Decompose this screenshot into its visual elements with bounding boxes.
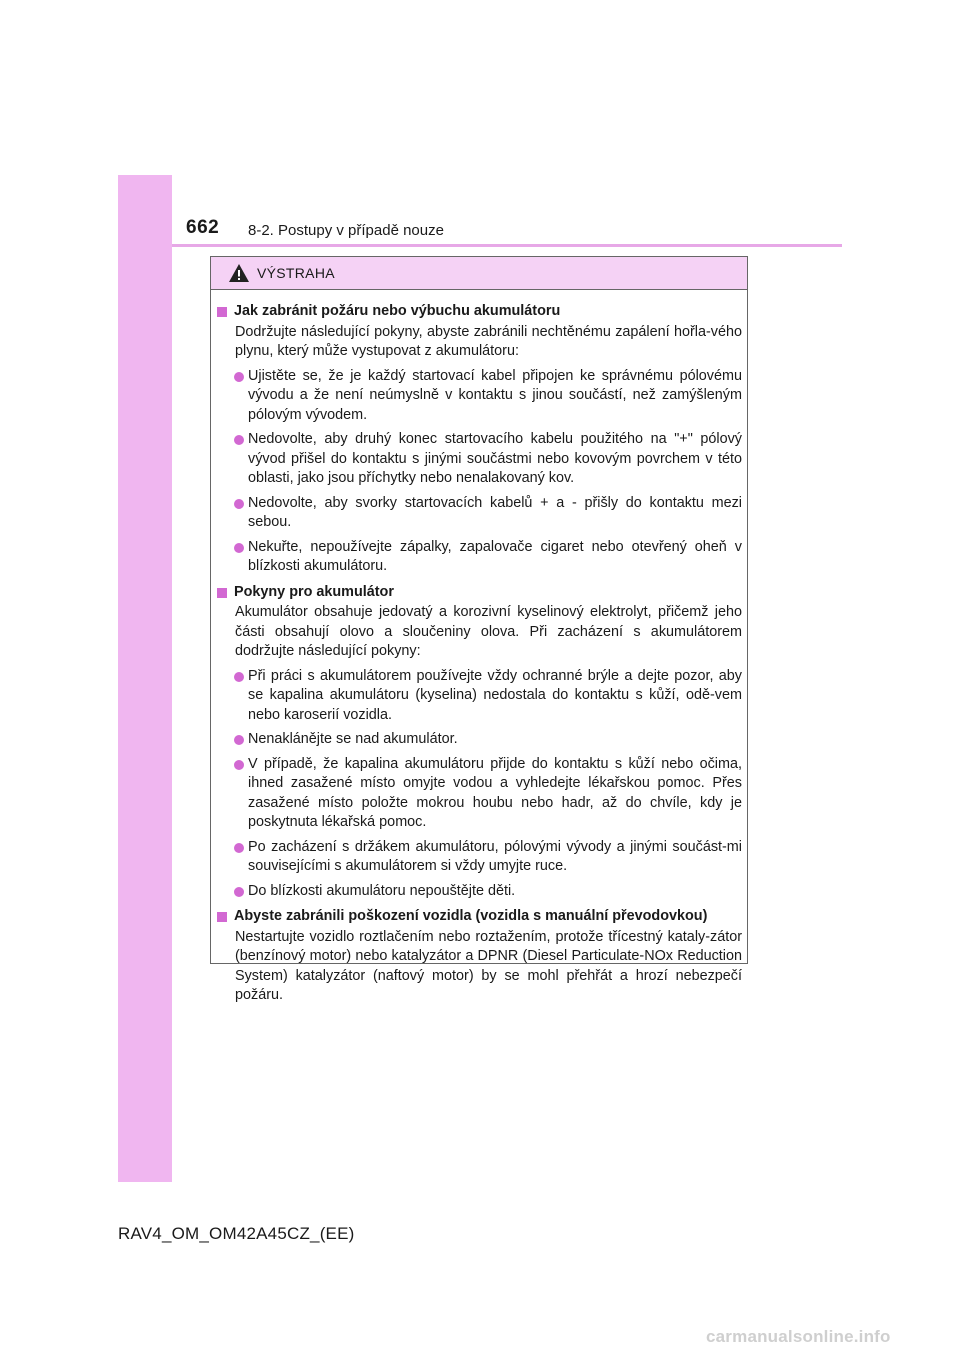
bullet-text: Nekuřte, nepoužívejte zápalky, zapalovače cigaret nebo otevřený oheň v blízkosti akumulátoru.	[248, 538, 742, 574]
bullet-item	[217, 882, 742, 902]
bullet-item	[217, 538, 742, 577]
bullet-text: Po zacházení s držákem akumulátoru, pólovými vývody a jinými součást-mi souvisejícími s akumulátorem si vždy umyjte ruce.	[248, 838, 742, 874]
section-paragraph: Akumulátor obsahuje jedovatý a korozivní kyselinový elektrolyt, přičemž jeho části obsahují olovo a sloučeniny olova. Při zacházení s akumulátorem dodržujte následující pokyny:	[235, 604, 742, 659]
bullet-text: Do blízkosti akumulátoru nepouštějte děti.	[248, 882, 516, 899]
bullet-text: Při práci s akumulátorem používejte vždy ochranné brýle a dejte pozor, aby se kapalina akumulátoru (kyselina) nedostala do kontaktu s kůží, odě-vem nebo karoserií vozidla.	[248, 667, 742, 723]
bullet-text: V případě, že kapalina akumulátoru přijde do kontaktu s kůží nebo očima, ihned zasažené místo omyjte vodou a vyhledejte lékařskou pomoc. Přes zasažené místo položte mokrou houbu nebo hadr, až do chvíle, kdy je poskytnuta lékařská pomoc.	[248, 755, 742, 830]
square-bullet-icon	[217, 588, 227, 598]
section-heading-text: Jak zabránit požáru nebo výbuchu akumulátoru	[234, 303, 561, 319]
square-bullet-icon	[217, 912, 227, 922]
bullet-item	[217, 730, 742, 750]
round-bullet-icon	[234, 543, 244, 553]
warning-title: VÝSTRAHA	[257, 265, 335, 281]
round-bullet-icon	[234, 435, 244, 445]
page-side-tab	[118, 175, 172, 1182]
section-heading	[217, 302, 742, 322]
bullet-text: Nedovolte, aby druhý konec startovacího kabelu použitého na "+" pólový vývod přišel do kontaktu s jinými součástmi nebo kovovým povrchem v této oblasti, jako jsou příchytky nebo nenalakovaný kov.	[248, 431, 742, 486]
bullet-item	[217, 367, 742, 426]
round-bullet-icon	[234, 372, 244, 382]
round-bullet-icon	[234, 887, 244, 897]
warning-header	[211, 257, 747, 290]
section-heading-text: Pokyny pro akumulátor	[234, 583, 394, 600]
warning-triangle-icon	[228, 263, 250, 283]
round-bullet-icon	[234, 499, 244, 509]
bullet-text: Ujistěte se, že je každý startovací kabel připojen ke správnému pólovému vývodu a že není neúmyslně v kontaktu s jinou součástí, než zamýšleným pólovým vývodem.	[248, 367, 742, 423]
round-bullet-icon	[234, 760, 244, 770]
bullet-text: Nedovolte, aby svorky startovacích kabelů + a - přišly do kontaktu mezi sebou.	[248, 494, 742, 530]
section-heading	[217, 907, 742, 927]
warning-box	[210, 256, 748, 1003]
bullet-item	[217, 430, 742, 489]
section-paragraph: Nestartujte vozidlo roztlačením nebo roztažením, protože třícestný kataly-zátor (benzínový motor) nebo katalyzátor a DPNR (Diesel Particulate-NOx Reduction System) katalyzátor (naftový motor) by se mohl přehřát a hrozí nebezpečí požáru.	[235, 928, 742, 1003]
watermark: carmanualsonline.info	[706, 1327, 891, 1346]
round-bullet-icon	[234, 672, 244, 682]
document-code: RAV4_OM_OM42A45CZ_(EE)	[118, 1224, 355, 1243]
section-paragraph: Dodržujte následující pokyny, abyste zabránili nechtěnému zapálení hořla-vého plynu, který může vystupovat z akumulátoru:	[235, 323, 742, 359]
bullet-item	[217, 494, 742, 533]
square-bullet-icon	[217, 307, 227, 317]
round-bullet-icon	[234, 843, 244, 853]
section-heading	[217, 583, 742, 603]
bullet-item	[217, 755, 742, 833]
round-bullet-icon	[234, 735, 244, 745]
page-number: 662	[186, 217, 220, 238]
section-title: 8-2. Postupy v případě nouze	[248, 222, 444, 239]
bullet-text: Nenaklánějte se nad akumulátor.	[248, 731, 458, 747]
warning-content	[211, 290, 747, 1006]
bullet-item	[217, 838, 742, 877]
section-heading-text: Abyste zabránili poškození vozidla (vozidla s manuální převodovkou)	[234, 908, 708, 924]
bullet-item	[217, 667, 742, 726]
header-rule	[172, 244, 842, 247]
